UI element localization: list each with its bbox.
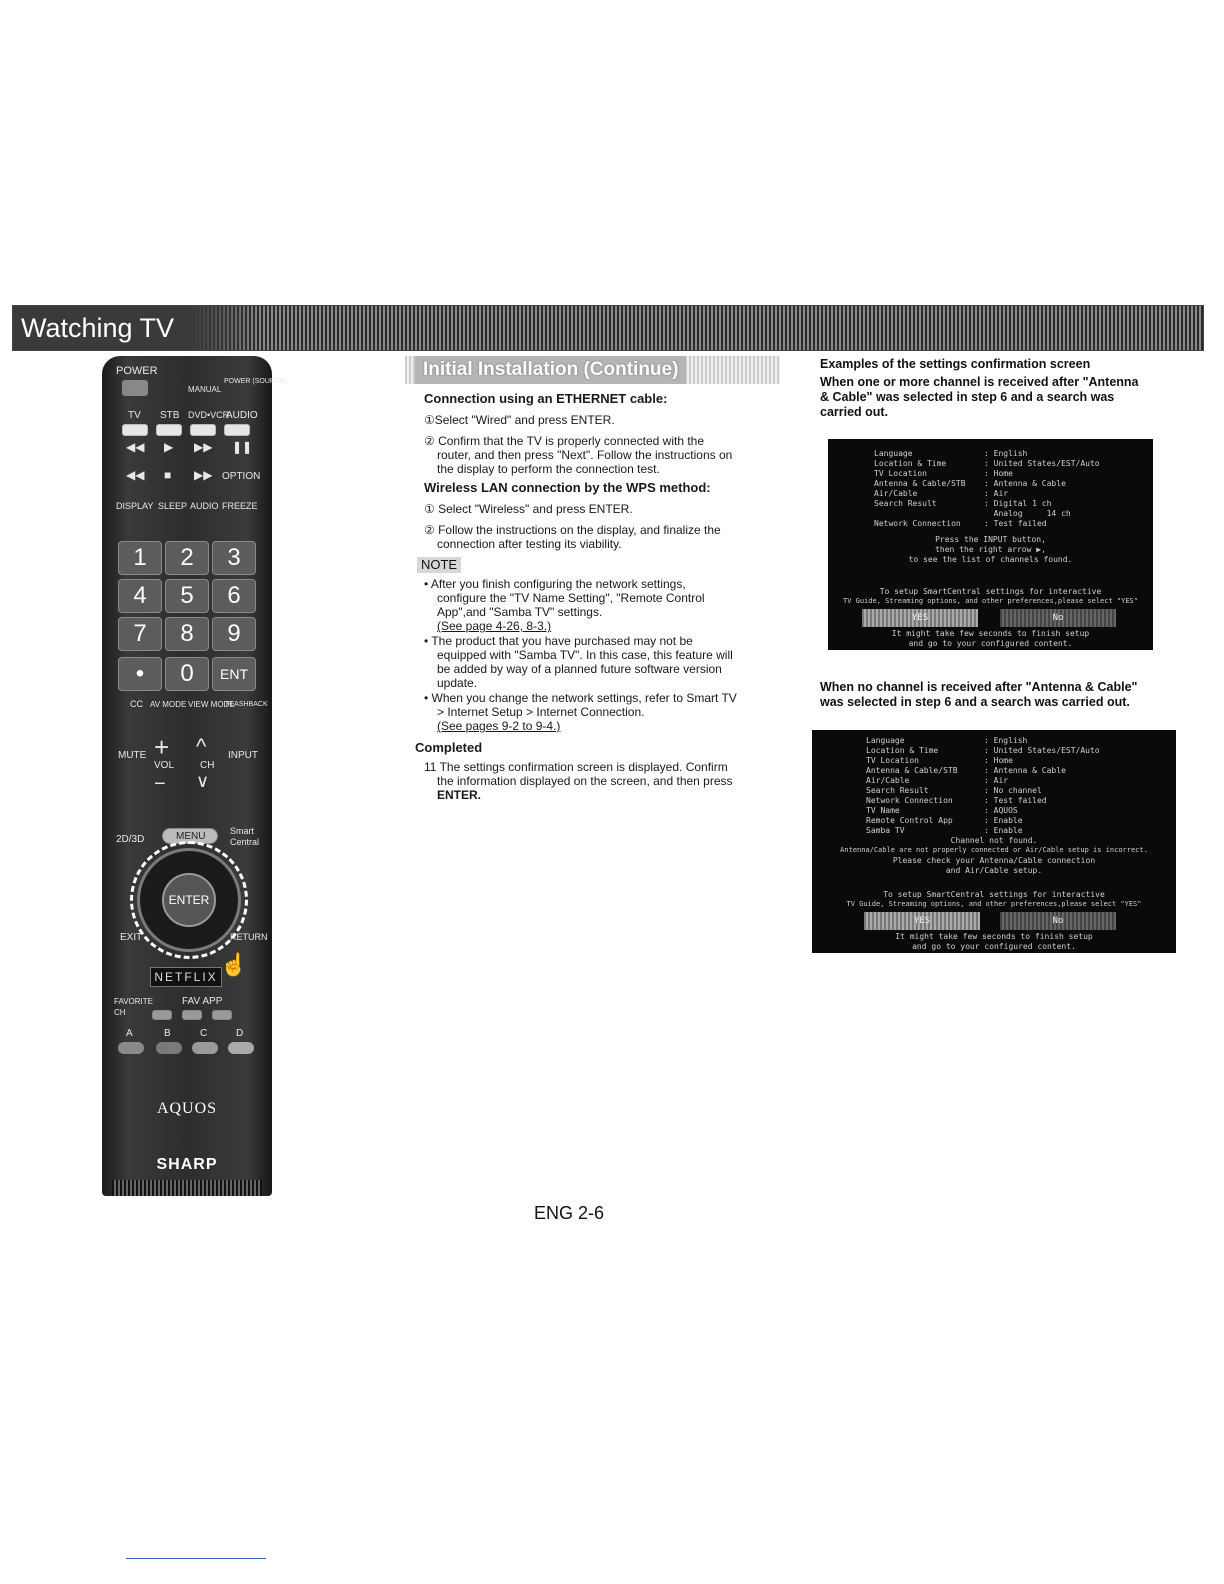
fast-forward-icon: ▶▶ (194, 440, 213, 454)
note-2-line-4: update. (437, 676, 478, 690)
wps-heading: Wireless LAN connection by the WPS method: (424, 480, 711, 495)
ethernet-step-1: ①Select "Wired" and press ENTER. (424, 413, 615, 427)
examples-heading: Examples of the settings confirmation screen (820, 357, 1091, 371)
case-2-line-1: When no channel is received after "Antenna & Cable" (820, 680, 1138, 694)
number-key-8: 8 (165, 617, 209, 651)
screen1-row-label: Network Connection (874, 519, 961, 528)
case-1-line-1: When one or more channel is received after "Antenna (820, 375, 1139, 389)
screen1-message: Press the INPUT button, (935, 535, 1046, 544)
sharp-logo: SHARP (156, 1156, 218, 1173)
skip-forward-icon: ▶▶ (194, 468, 213, 482)
screen2-message: Antenna/Cable are not properly connected or Air/Cable setup is incorrect. (840, 846, 1148, 854)
tv-button (122, 424, 148, 436)
banner-fade (193, 306, 263, 350)
screen1-row-value: : Air (984, 489, 1009, 498)
note-3-line-1: • When you change the network settings, refer to Smart TV (424, 691, 737, 705)
sleep-label: SLEEP (158, 501, 188, 511)
note-1-line-3: App",and "Samba TV" settings. (437, 605, 603, 619)
screen1-row-value: : Home (984, 469, 1013, 478)
ethernet-step-2-line-2: router, and then press "Next". Follow the instructions on (437, 448, 733, 462)
ent-key: ENT (212, 657, 256, 691)
screen2-row-label: Samba TV (866, 826, 905, 835)
skip-back-icon: ◀◀ (126, 468, 145, 482)
note-2-line-2: equipped with "Samba TV". In this case, this feature will (437, 648, 733, 662)
screen2-row-value: : AQUOS (984, 806, 1018, 815)
favorite-ch-label: FAVORITE CH (114, 997, 153, 1017)
note-1-line-2: configure the "TV Name Setting", "Remote Control (437, 591, 705, 605)
display-label: DISPLAY (116, 501, 154, 511)
screen2-row-label: TV Location (866, 756, 919, 765)
screen2-row-value: : Test failed (984, 796, 1047, 805)
aquos-logo: AQUOS (156, 1100, 218, 1117)
screen2-message: To setup SmartCentral settings for interactive (883, 890, 1105, 899)
stb-button (156, 424, 182, 436)
screen2-row-label: Location & Time (866, 746, 939, 755)
section-title: Initial Installation (Continue) (415, 356, 686, 384)
freeze-label: FREEZE (222, 501, 258, 511)
screen1-row-label: Language (874, 449, 913, 458)
power-button (122, 380, 148, 396)
stb-label: STB (160, 410, 180, 421)
input-label: INPUT (228, 750, 258, 761)
screen1-message: TV Guide, Streaming options, and other preferences,please select "YES" (842, 597, 1138, 605)
screen1-message: and go to your configured content. (908, 639, 1073, 648)
note-2-line-1: • The product that you have purchased may not be (424, 634, 693, 648)
screen2-row-label: Remote Control App (866, 816, 953, 825)
screen2-message: Channel not found. (950, 836, 1038, 845)
note-2-line-3: be added by way of a planned future software version (437, 662, 722, 676)
dvd-vcr-label: DVD•VCR (188, 410, 230, 420)
netflix-button: NETFLIX (150, 967, 222, 987)
audio-button (224, 424, 250, 436)
flashback-label: FLASHBACK (226, 701, 268, 708)
d-button (228, 1042, 254, 1054)
confirmation-screen-no-channel (812, 730, 1176, 953)
case-1-line-2: & Cable" was selected in step 6 and a search was (820, 390, 1115, 404)
play-icon: ▶ (164, 440, 174, 454)
fav-app-3 (212, 1010, 232, 1020)
mute-label: MUTE (118, 750, 147, 761)
screen1-message: It might take few seconds to finish setup (891, 629, 1090, 638)
number-key-9: 9 (212, 617, 256, 651)
screen2-row-label: Language (866, 736, 905, 745)
screen1-row-label: Location & Time (874, 459, 947, 468)
note-tag: NOTE (417, 557, 461, 573)
screen1-row-value: : Test failed (984, 519, 1047, 528)
page-number: ENG 2-6 (534, 1203, 605, 1223)
screen2-row-value: : Home (984, 756, 1013, 765)
volume-up-icon: + (154, 732, 170, 762)
screen2-row-label: Antenna & Cable/STB (866, 766, 958, 775)
note-1-line-1: • After you finish configuring the network settings, (424, 577, 686, 591)
fav-app-2 (182, 1010, 202, 1020)
screen1-message: then the right arrow ▶, (935, 545, 1046, 554)
c-button (192, 1042, 218, 1054)
screen1-row-label: TV Location (874, 469, 927, 478)
audio-top-label: AUDIO (226, 410, 258, 421)
channel-up-icon: ^ (196, 734, 207, 759)
completed-line-3: ENTER. (437, 788, 482, 802)
vol-label: VOL (154, 760, 175, 771)
screen2-row-label: Network Connection (866, 796, 953, 805)
number-key-4: 4 (118, 579, 162, 613)
completed-line-2: the information displayed on the screen, and then press (437, 774, 733, 788)
number-key-6: 6 (212, 579, 256, 613)
cc-label: CC (130, 699, 143, 709)
2d-3d-label: 2D/3D (116, 834, 145, 845)
power-label: POWER (116, 365, 158, 377)
dvd-button (190, 424, 216, 436)
view-mode-label: VIEW MODE (188, 700, 235, 709)
c-label: C (200, 1028, 208, 1039)
stop-icon: ■ (164, 468, 172, 482)
note-3-line-2: > Internet Setup > Internet Connection. (437, 705, 645, 719)
note-3-page-ref[interactable]: (See pages 9-2 to 9-4.) (437, 719, 561, 733)
number-key-7: 7 (118, 617, 162, 651)
a-label: A (126, 1028, 133, 1039)
note-1-page-ref[interactable]: (See page 4-26, 8-3.) (437, 619, 552, 633)
b-label: B (164, 1028, 171, 1039)
ethernet-step-2-line-3: the display to perform the connection test. (437, 462, 660, 476)
confirmation-screen-channels-found (828, 439, 1153, 650)
screen2-row-value: : Antenna & Cable (984, 766, 1066, 775)
screen2-row-value: : English (984, 736, 1028, 745)
screen2-row-value: : Enable (984, 826, 1023, 835)
number-key-3: 3 (212, 541, 256, 575)
section-title-bar (405, 356, 780, 384)
remote-control-illustration (102, 356, 287, 1196)
screen1-row-value: : Digital 1 ch (984, 499, 1052, 508)
remote-bottom-band (112, 1180, 262, 1196)
directional-pad (137, 848, 241, 952)
footer-rule (126, 1558, 266, 1559)
section-banner (12, 305, 1204, 351)
screen1-row-value: : English (984, 449, 1028, 458)
screen2-message: and Air/Cable setup. (945, 866, 1043, 875)
case-2-line-2: was selected in step 6 and a search was carried out. (820, 695, 1130, 709)
wps-step-1: ① Select "Wireless" and press ENTER. (424, 502, 633, 516)
channel-down-icon: ∨ (196, 771, 210, 791)
ethernet-heading: Connection using an ETHERNET cable: (424, 391, 668, 406)
number-key-0: 0 (165, 657, 209, 691)
screen2-row-label: Air/Cable (866, 776, 910, 785)
screen2-row-value: : No channel (984, 786, 1042, 795)
wps-step-2-line-2: connection after testing its viability. (437, 537, 622, 551)
ethernet-step-2-line-1: ② Confirm that the TV is properly connected with the (424, 434, 705, 448)
a-button (118, 1042, 144, 1054)
screen2-row-value: : Enable (984, 816, 1023, 825)
fav-app-1 (152, 1010, 172, 1020)
page-title: Watching TV (13, 306, 193, 350)
screen1-row-label: Search Result (874, 499, 937, 508)
screen2-message: It might take few seconds to finish setup (895, 932, 1093, 941)
screen2-message: Please check your Antenna/Cable connection (892, 856, 1096, 865)
d-label: D (236, 1028, 244, 1039)
av-mode-label: AV MODE (150, 700, 187, 709)
screen2-message: and go to your configured content. (912, 942, 1076, 951)
pointing-hand-icon: ☝ (220, 952, 248, 977)
screen2-message: TV Guide, Streaming options, and other preferences,please select "YES" (846, 900, 1142, 908)
screen2-row-value: : United States/EST/Auto (984, 746, 1100, 755)
screen2-row-label: TV Name (866, 806, 900, 815)
screen2-no-button: No (1000, 912, 1116, 930)
completed-line-1: 11 The settings confirmation screen is displayed. Confirm (424, 760, 728, 774)
screen1-row-label: Air/Cable (874, 489, 918, 498)
screen2-yes-button: YES (864, 912, 980, 930)
option-label: OPTION (222, 471, 261, 482)
screen1-yes-button: YES (862, 609, 978, 627)
dot-key: • (118, 657, 162, 691)
b-button (156, 1042, 182, 1054)
ch-label: CH (200, 760, 215, 771)
power-source-label: POWER (SOURCE) (224, 378, 287, 385)
return-label: RETURN (230, 932, 268, 942)
screen1-message: to see the list of channels found. (908, 555, 1073, 564)
screen1-message: To setup SmartCentral settings for interactive (879, 587, 1102, 596)
volume-down-icon: − (154, 773, 166, 795)
screen1-no-button: No (1000, 609, 1116, 627)
completed-heading: Completed (415, 740, 483, 755)
screen1-row-value: : United States/EST/Auto (984, 459, 1100, 468)
exit-label: EXIT (120, 932, 143, 943)
number-key-1: 1 (118, 541, 162, 575)
menu-label: MENU (176, 831, 206, 842)
fav-app-label: FAV APP (182, 996, 223, 1007)
case-1-line-3: carried out. (820, 405, 889, 419)
screen1-row-label: Antenna & Cable/STB (874, 479, 966, 488)
screen2-row-value: : Air (984, 776, 1009, 785)
number-key-2: 2 (165, 541, 209, 575)
tv-label: TV (128, 410, 141, 421)
rewind-icon: ◀◀ (126, 440, 145, 454)
smart-central-label: Smart Central (230, 826, 260, 847)
screen1-row-value: Analog 14 ch (984, 509, 1071, 518)
screen1-row-value: : Antenna & Cable (984, 479, 1066, 488)
enter-button: ENTER (162, 873, 216, 927)
wps-step-2-line-1: ② Follow the instructions on the display, and finalize the (424, 523, 721, 537)
manual-label: MANUAL (188, 385, 222, 394)
audio-label: AUDIO (190, 501, 219, 511)
pause-icon: ❚❚ (232, 440, 253, 454)
number-key-5: 5 (165, 579, 209, 613)
screen2-row-label: Search Result (866, 786, 929, 795)
